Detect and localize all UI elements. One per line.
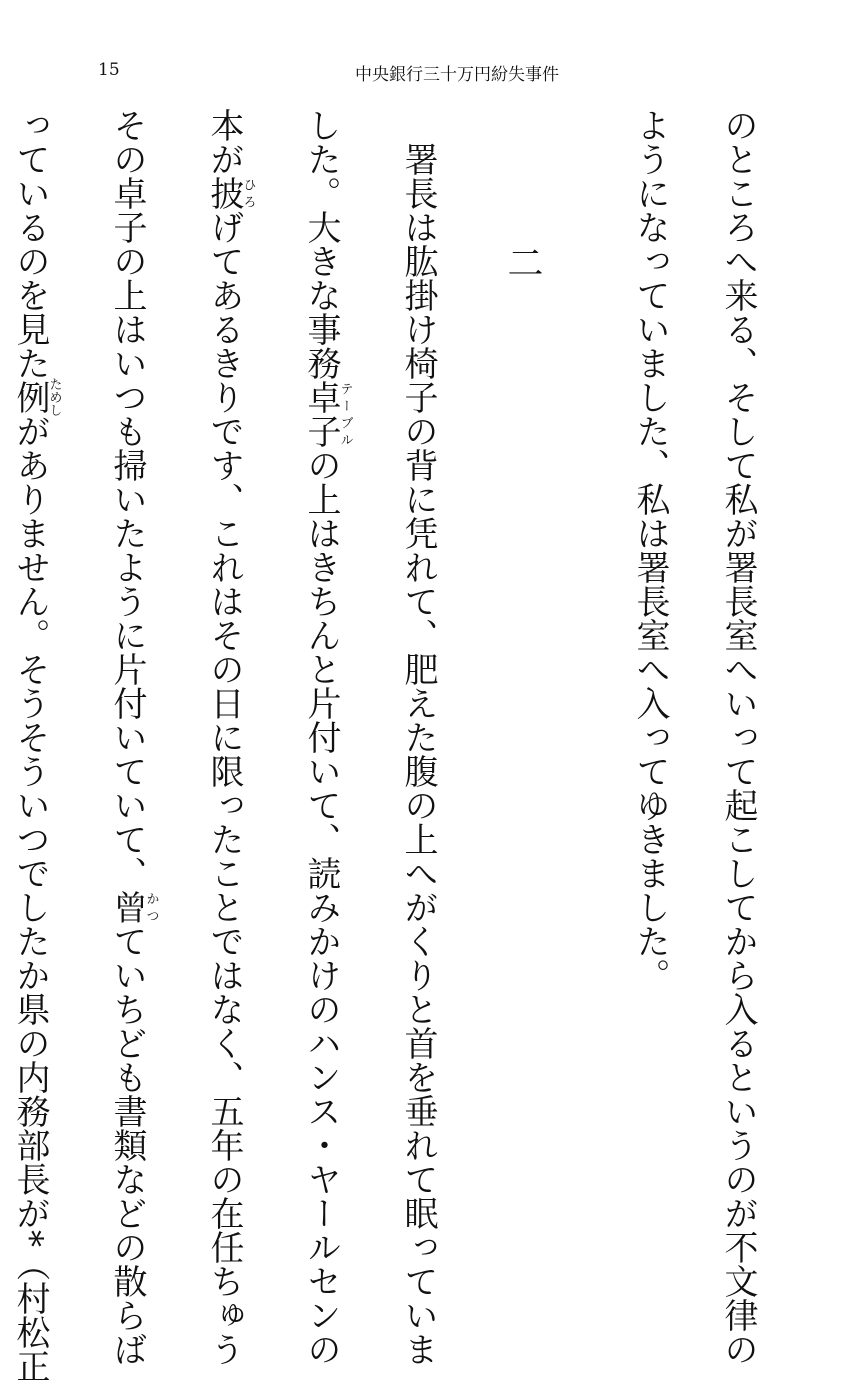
text-run: した。大きな事務 — [301, 108, 341, 380]
text-run: げてあるきりです、これはその日に限ったことではなく、五年の在任ちゅう — [204, 210, 244, 1366]
text-line — [105, 108, 159, 1366]
ruby-reading: ためし — [46, 377, 62, 417]
text-line — [396, 108, 440, 1366]
page-number: 15 — [98, 60, 120, 80]
text-run: その卓子の上はいつも掃いたように片付いていて、 — [107, 108, 147, 890]
text-run: 署長は肱掛け椅子の背に凭れて、肥えた腹の上へがくりと首を垂れて眠っていま — [398, 142, 438, 1366]
text-line: のところへ来る、そして私が署長室へいって起こしてから入るというのが不文律の — [718, 108, 758, 1366]
text-run: がありません。そうそういつでしたか県の内務部長が*（村松正 — [10, 414, 50, 1383]
ruby-base: 例 — [10, 377, 50, 417]
ruby-annotation — [301, 380, 353, 448]
ruby-reading: ひろ — [240, 176, 256, 210]
text-line: ようになっていました、私は署長室へ入ってゆきました。 — [630, 108, 670, 992]
text-run: ていちども書類などの散らば — [107, 924, 147, 1366]
page-header — [0, 60, 841, 90]
ruby-reading: テーブル — [337, 380, 353, 448]
text-line — [8, 108, 62, 1383]
ruby-base: 披 — [204, 176, 244, 210]
text-line — [299, 108, 353, 1366]
text-run: の上はきちんと片付いて、読みかけのハンス・ヤールセンの — [301, 448, 341, 1366]
body-text — [10, 108, 760, 1383]
ruby-reading: かつ — [143, 890, 159, 924]
running-title: 中央銀行三十万円紛失事件 — [355, 65, 559, 85]
ruby-annotation — [107, 890, 159, 924]
ruby-annotation — [204, 176, 256, 210]
text-line — [202, 108, 256, 1366]
ruby-annotation — [10, 377, 62, 417]
text-run: 本が — [204, 108, 244, 176]
ruby-base: 曾 — [107, 890, 147, 924]
ruby-base: 卓子 — [301, 380, 341, 448]
text-run: っているのを見た — [10, 108, 50, 380]
chapter-number: 二 — [502, 244, 543, 280]
